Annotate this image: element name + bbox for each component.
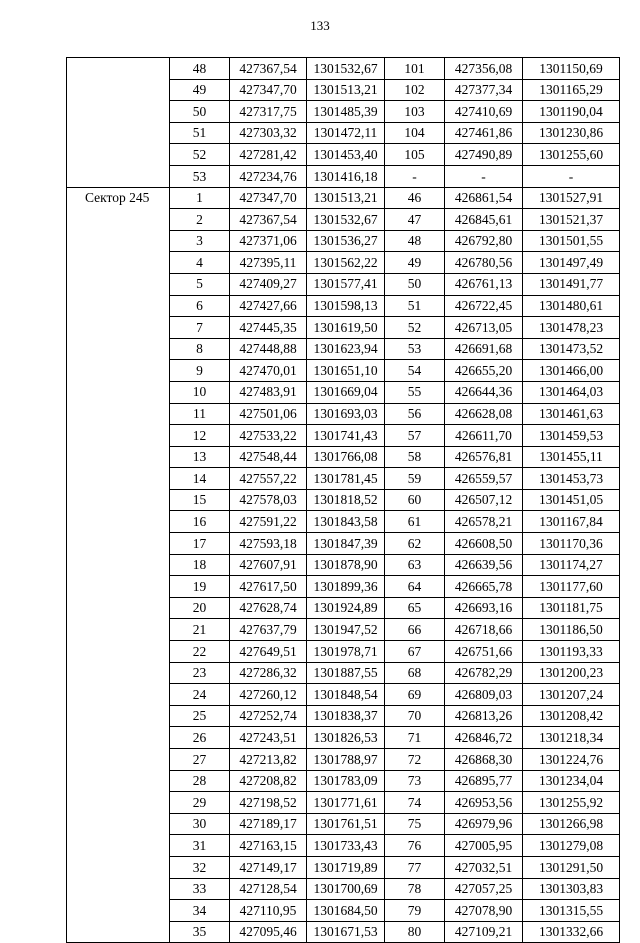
- point-number-cell: 77: [385, 856, 445, 878]
- coordinate-cell: 1301847,39: [307, 533, 385, 555]
- coordinate-cell: 426655,20: [445, 360, 523, 382]
- point-number-cell: 51: [170, 122, 230, 144]
- coordinate-cell: 1301669,04: [307, 381, 385, 403]
- coordinate-cell: 1301788,97: [307, 749, 385, 771]
- point-number-cell: 20: [170, 597, 230, 619]
- table-row: [67, 187, 620, 209]
- point-number-cell: 26: [170, 727, 230, 749]
- coordinate-cell: 1301501,55: [523, 230, 620, 252]
- coordinate-cell: 1301532,67: [307, 209, 385, 231]
- point-number-cell: 1: [170, 187, 230, 209]
- coordinate-cell: 427377,34: [445, 79, 523, 101]
- point-number-cell: 52: [170, 144, 230, 166]
- coordinate-cell: 427234,76: [230, 165, 307, 187]
- point-number-cell: 62: [385, 533, 445, 555]
- coordinate-cell: 1301165,29: [523, 79, 620, 101]
- coordinate-cell: 427578,03: [230, 489, 307, 511]
- coordinate-cell: 427208,82: [230, 770, 307, 792]
- coordinate-cell: 427347,70: [230, 187, 307, 209]
- coordinate-cell: 427149,17: [230, 856, 307, 878]
- coordinate-cell: 1301497,49: [523, 252, 620, 274]
- coordinate-cell: 1301783,09: [307, 770, 385, 792]
- coordinate-cell: 427461,86: [445, 122, 523, 144]
- coordinate-cell: 427483,91: [230, 381, 307, 403]
- coordinate-cell: 1301700,69: [307, 878, 385, 900]
- point-number-cell: 35: [170, 921, 230, 943]
- coordinate-cell: 1301174,27: [523, 554, 620, 576]
- point-number-cell: 105: [385, 144, 445, 166]
- coordinate-cell: 426751,66: [445, 641, 523, 663]
- coordinate-cell: 427057,25: [445, 878, 523, 900]
- coordinate-cell: 427356,08: [445, 58, 523, 80]
- coordinate-cell: 427617,50: [230, 576, 307, 598]
- coordinate-cell: 1301279,08: [523, 835, 620, 857]
- coordinate-cell: 1301818,52: [307, 489, 385, 511]
- point-number-cell: 14: [170, 468, 230, 490]
- coordinate-cell: 426979,96: [445, 813, 523, 835]
- coordinate-cell: 1301771,61: [307, 792, 385, 814]
- point-number-cell: 71: [385, 727, 445, 749]
- coordinate-cell: 427649,51: [230, 641, 307, 663]
- point-number-cell: 53: [385, 338, 445, 360]
- coordinate-cell: 1301167,84: [523, 511, 620, 533]
- coordinate-cell: 427501,06: [230, 403, 307, 425]
- coordinate-cell: 1301521,37: [523, 209, 620, 231]
- point-number-cell: 49: [170, 79, 230, 101]
- coordinate-cell: 426845,61: [445, 209, 523, 231]
- coordinate-cell: 1301513,21: [307, 187, 385, 209]
- coordinate-cell: 1301513,21: [307, 79, 385, 101]
- point-number-cell: 66: [385, 619, 445, 641]
- coordinate-cell: 1301719,89: [307, 856, 385, 878]
- coordinate-cell: 1301170,36: [523, 533, 620, 555]
- coordinate-cell: 426628,08: [445, 403, 523, 425]
- coordinate-cell: 427367,54: [230, 58, 307, 80]
- point-number-cell: 60: [385, 489, 445, 511]
- coordinate-cell: 1301473,52: [523, 338, 620, 360]
- table-row: [67, 58, 620, 80]
- coordinate-cell: 1301255,60: [523, 144, 620, 166]
- coordinate-cell: 1301562,22: [307, 252, 385, 274]
- coordinate-cell: 426639,56: [445, 554, 523, 576]
- point-number-cell: 25: [170, 705, 230, 727]
- page-number: 133: [310, 18, 330, 33]
- point-number-cell: 10: [170, 381, 230, 403]
- point-number-cell: 5: [170, 273, 230, 295]
- point-number-cell: 104: [385, 122, 445, 144]
- coordinate-cell: 427281,42: [230, 144, 307, 166]
- point-number-cell: 68: [385, 662, 445, 684]
- coordinate-cell: 427252,74: [230, 705, 307, 727]
- coordinate-cell: 1301741,43: [307, 425, 385, 447]
- point-number-cell: 12: [170, 425, 230, 447]
- coordinate-cell: 1301453,40: [307, 144, 385, 166]
- coordinate-cell: 427628,74: [230, 597, 307, 619]
- point-number-cell: 75: [385, 813, 445, 835]
- point-number-cell: 53: [170, 165, 230, 187]
- coordinate-cell: 427317,75: [230, 101, 307, 123]
- point-number-cell: 29: [170, 792, 230, 814]
- coordinate-cell: 1301485,39: [307, 101, 385, 123]
- coordinate-cell: 427410,69: [445, 101, 523, 123]
- coordinate-cell: 427637,79: [230, 619, 307, 641]
- coordinate-cell: 1301208,42: [523, 705, 620, 727]
- coordinate-cell: 1301193,33: [523, 641, 620, 663]
- coordinate-cell: 427427,66: [230, 295, 307, 317]
- coordinate-cell: 427109,21: [445, 921, 523, 943]
- coordinate-cell: 1301234,04: [523, 770, 620, 792]
- coordinate-cell: 1301177,60: [523, 576, 620, 598]
- coordinate-cell: 426722,45: [445, 295, 523, 317]
- coordinate-cell: 1301536,27: [307, 230, 385, 252]
- coordinate-cell: 1301733,43: [307, 835, 385, 857]
- coordinate-cell: 1301693,03: [307, 403, 385, 425]
- coordinate-cell: 1301459,53: [523, 425, 620, 447]
- coordinate-cell: 1301899,36: [307, 576, 385, 598]
- point-number-cell: 72: [385, 749, 445, 771]
- coordinate-cell: 1301527,91: [523, 187, 620, 209]
- coordinate-cell: 427243,51: [230, 727, 307, 749]
- coordinate-cell: 426559,57: [445, 468, 523, 490]
- coordinate-cell: 1301461,63: [523, 403, 620, 425]
- point-number-cell: 11: [170, 403, 230, 425]
- point-number-cell: 2: [170, 209, 230, 231]
- coordinate-cell: 1301218,34: [523, 727, 620, 749]
- coordinate-cell: 427005,95: [445, 835, 523, 857]
- coordinate-cell: 1301207,24: [523, 684, 620, 706]
- point-number-cell: 23: [170, 662, 230, 684]
- point-number-cell: 3: [170, 230, 230, 252]
- point-number-cell: 70: [385, 705, 445, 727]
- coordinate-cell: 1301451,05: [523, 489, 620, 511]
- coordinate-cell: 1301190,04: [523, 101, 620, 123]
- coordinate-cell: -: [523, 165, 620, 187]
- coordinates-table: [66, 57, 620, 943]
- coordinate-cell: 426693,16: [445, 597, 523, 619]
- coordinate-cell: 1301491,77: [523, 273, 620, 295]
- coordinate-cell: 1301291,50: [523, 856, 620, 878]
- point-number-cell: 64: [385, 576, 445, 598]
- point-number-cell: 31: [170, 835, 230, 857]
- point-number-cell: 21: [170, 619, 230, 641]
- point-number-cell: 48: [170, 58, 230, 80]
- coordinate-cell: 426608,50: [445, 533, 523, 555]
- coordinate-cell: 1301332,66: [523, 921, 620, 943]
- coordinate-cell: 1301230,86: [523, 122, 620, 144]
- point-number-cell: 18: [170, 554, 230, 576]
- coordinate-cell: 1301761,51: [307, 813, 385, 835]
- coordinate-cell: 427303,32: [230, 122, 307, 144]
- coordinate-cell: 426644,36: [445, 381, 523, 403]
- coordinate-cell: 426611,70: [445, 425, 523, 447]
- coordinate-cell: 426507,12: [445, 489, 523, 511]
- point-number-cell: 32: [170, 856, 230, 878]
- point-number-cell: 50: [170, 101, 230, 123]
- coordinate-cell: 1301532,67: [307, 58, 385, 80]
- coordinate-cell: 1301453,73: [523, 468, 620, 490]
- point-number-cell: 15: [170, 489, 230, 511]
- point-number-cell: 9: [170, 360, 230, 382]
- point-number-cell: 56: [385, 403, 445, 425]
- coordinate-cell: 1301200,23: [523, 662, 620, 684]
- point-number-cell: 101: [385, 58, 445, 80]
- coordinates-table-body: [67, 58, 620, 943]
- coordinate-cell: 427548,44: [230, 446, 307, 468]
- coordinate-cell: 426578,21: [445, 511, 523, 533]
- point-number-cell: 52: [385, 317, 445, 339]
- coordinate-cell: 427110,95: [230, 900, 307, 922]
- point-number-cell: 54: [385, 360, 445, 382]
- coordinate-cell: 427347,70: [230, 79, 307, 101]
- coordinate-cell: 1301947,52: [307, 619, 385, 641]
- coordinate-cell: 1301838,37: [307, 705, 385, 727]
- point-number-cell: 4: [170, 252, 230, 274]
- coordinate-cell: 1301623,94: [307, 338, 385, 360]
- coordinate-cell: 426809,03: [445, 684, 523, 706]
- point-number-cell: 24: [170, 684, 230, 706]
- point-number-cell: 8: [170, 338, 230, 360]
- coordinate-cell: 426780,56: [445, 252, 523, 274]
- coordinate-cell: 426792,80: [445, 230, 523, 252]
- point-number-cell: 63: [385, 554, 445, 576]
- coordinate-cell: 427591,22: [230, 511, 307, 533]
- point-number-cell: 69: [385, 684, 445, 706]
- coordinate-cell: 1301843,58: [307, 511, 385, 533]
- point-number-cell: 67: [385, 641, 445, 663]
- coordinate-cell: -: [445, 165, 523, 187]
- coordinate-cell: 427286,32: [230, 662, 307, 684]
- point-number-cell: 30: [170, 813, 230, 835]
- coordinate-cell: 427213,82: [230, 749, 307, 771]
- point-number-cell: -: [385, 165, 445, 187]
- coordinate-cell: 427095,46: [230, 921, 307, 943]
- coordinate-cell: 427593,18: [230, 533, 307, 555]
- coordinate-cell: 427078,90: [445, 900, 523, 922]
- point-number-cell: 50: [385, 273, 445, 295]
- coordinate-cell: 1301478,23: [523, 317, 620, 339]
- coordinate-cell: 427163,15: [230, 835, 307, 857]
- point-number-cell: 103: [385, 101, 445, 123]
- coordinate-cell: 1301848,54: [307, 684, 385, 706]
- coordinate-cell: 1301466,00: [523, 360, 620, 382]
- point-number-cell: 76: [385, 835, 445, 857]
- coordinate-cell: 1301619,50: [307, 317, 385, 339]
- coordinate-cell: 1301416,18: [307, 165, 385, 187]
- coordinate-cell: 426718,66: [445, 619, 523, 641]
- coordinate-cell: 427490,89: [445, 144, 523, 166]
- coordinate-cell: 426691,68: [445, 338, 523, 360]
- coordinate-cell: 1301651,10: [307, 360, 385, 382]
- coordinate-cell: 427371,06: [230, 230, 307, 252]
- coordinate-cell: 427395,11: [230, 252, 307, 274]
- coordinate-cell: 1301978,71: [307, 641, 385, 663]
- coordinate-cell: 1301255,92: [523, 792, 620, 814]
- coordinate-cell: 1301181,75: [523, 597, 620, 619]
- point-number-cell: 59: [385, 468, 445, 490]
- coordinate-cell: 1301878,90: [307, 554, 385, 576]
- point-number-cell: 7: [170, 317, 230, 339]
- coordinate-cell: 426895,77: [445, 770, 523, 792]
- point-number-cell: 13: [170, 446, 230, 468]
- coordinate-cell: 427128,54: [230, 878, 307, 900]
- coordinate-cell: 426761,13: [445, 273, 523, 295]
- coordinate-cell: 426846,72: [445, 727, 523, 749]
- coordinate-cell: 427470,01: [230, 360, 307, 382]
- point-number-cell: 74: [385, 792, 445, 814]
- point-number-cell: 16: [170, 511, 230, 533]
- point-number-cell: 65: [385, 597, 445, 619]
- point-number-cell: 78: [385, 878, 445, 900]
- coordinate-cell: 427448,88: [230, 338, 307, 360]
- point-number-cell: 102: [385, 79, 445, 101]
- coordinate-cell: 426813,26: [445, 705, 523, 727]
- coordinate-cell: 1301455,11: [523, 446, 620, 468]
- coordinate-cell: 427032,51: [445, 856, 523, 878]
- point-number-cell: 48: [385, 230, 445, 252]
- coordinate-cell: 1301303,83: [523, 878, 620, 900]
- coordinate-cell: 427557,22: [230, 468, 307, 490]
- point-number-cell: 47: [385, 209, 445, 231]
- coordinate-cell: 427533,22: [230, 425, 307, 447]
- coordinate-cell: 1301315,55: [523, 900, 620, 922]
- coordinate-cell: 426953,56: [445, 792, 523, 814]
- point-number-cell: 79: [385, 900, 445, 922]
- point-number-cell: 51: [385, 295, 445, 317]
- coordinate-cell: 1301781,45: [307, 468, 385, 490]
- point-number-cell: 28: [170, 770, 230, 792]
- sector-cell: Сектор 245: [67, 187, 170, 943]
- point-number-cell: 61: [385, 511, 445, 533]
- point-number-cell: 57: [385, 425, 445, 447]
- coordinate-cell: 427260,12: [230, 684, 307, 706]
- point-number-cell: 17: [170, 533, 230, 555]
- coordinate-cell: 427607,91: [230, 554, 307, 576]
- coordinate-cell: 1301671,53: [307, 921, 385, 943]
- coordinate-cell: 1301224,76: [523, 749, 620, 771]
- point-number-cell: 27: [170, 749, 230, 771]
- coordinate-cell: 1301464,03: [523, 381, 620, 403]
- point-number-cell: 22: [170, 641, 230, 663]
- coordinate-cell: 426782,29: [445, 662, 523, 684]
- coordinate-cell: 426861,54: [445, 187, 523, 209]
- coordinate-cell: 1301150,69: [523, 58, 620, 80]
- coordinate-cell: 1301887,55: [307, 662, 385, 684]
- coordinate-cell: 1301766,08: [307, 446, 385, 468]
- coordinate-cell: 1301577,41: [307, 273, 385, 295]
- coordinate-cell: 1301598,13: [307, 295, 385, 317]
- coordinate-cell: 427189,17: [230, 813, 307, 835]
- coordinate-cell: 427198,52: [230, 792, 307, 814]
- coordinate-cell: 426713,05: [445, 317, 523, 339]
- coordinate-cell: 427445,35: [230, 317, 307, 339]
- coordinate-cell: 1301472,11: [307, 122, 385, 144]
- coordinate-cell: 1301480,61: [523, 295, 620, 317]
- point-number-cell: 33: [170, 878, 230, 900]
- point-number-cell: 34: [170, 900, 230, 922]
- point-number-cell: 80: [385, 921, 445, 943]
- sector-cell: [67, 58, 170, 188]
- coordinate-cell: 426576,81: [445, 446, 523, 468]
- coordinate-cell: 1301186,50: [523, 619, 620, 641]
- coordinate-cell: 426665,78: [445, 576, 523, 598]
- point-number-cell: 55: [385, 381, 445, 403]
- point-number-cell: 6: [170, 295, 230, 317]
- point-number-cell: 58: [385, 446, 445, 468]
- point-number-cell: 49: [385, 252, 445, 274]
- coordinate-cell: 1301266,98: [523, 813, 620, 835]
- coordinate-cell: 426868,30: [445, 749, 523, 771]
- coordinate-cell: 427409,27: [230, 273, 307, 295]
- coordinate-cell: 1301924,89: [307, 597, 385, 619]
- point-number-cell: 73: [385, 770, 445, 792]
- coordinate-cell: 1301684,50: [307, 900, 385, 922]
- coordinate-cell: 427367,54: [230, 209, 307, 231]
- point-number-cell: 46: [385, 187, 445, 209]
- coordinate-cell: 1301826,53: [307, 727, 385, 749]
- point-number-cell: 19: [170, 576, 230, 598]
